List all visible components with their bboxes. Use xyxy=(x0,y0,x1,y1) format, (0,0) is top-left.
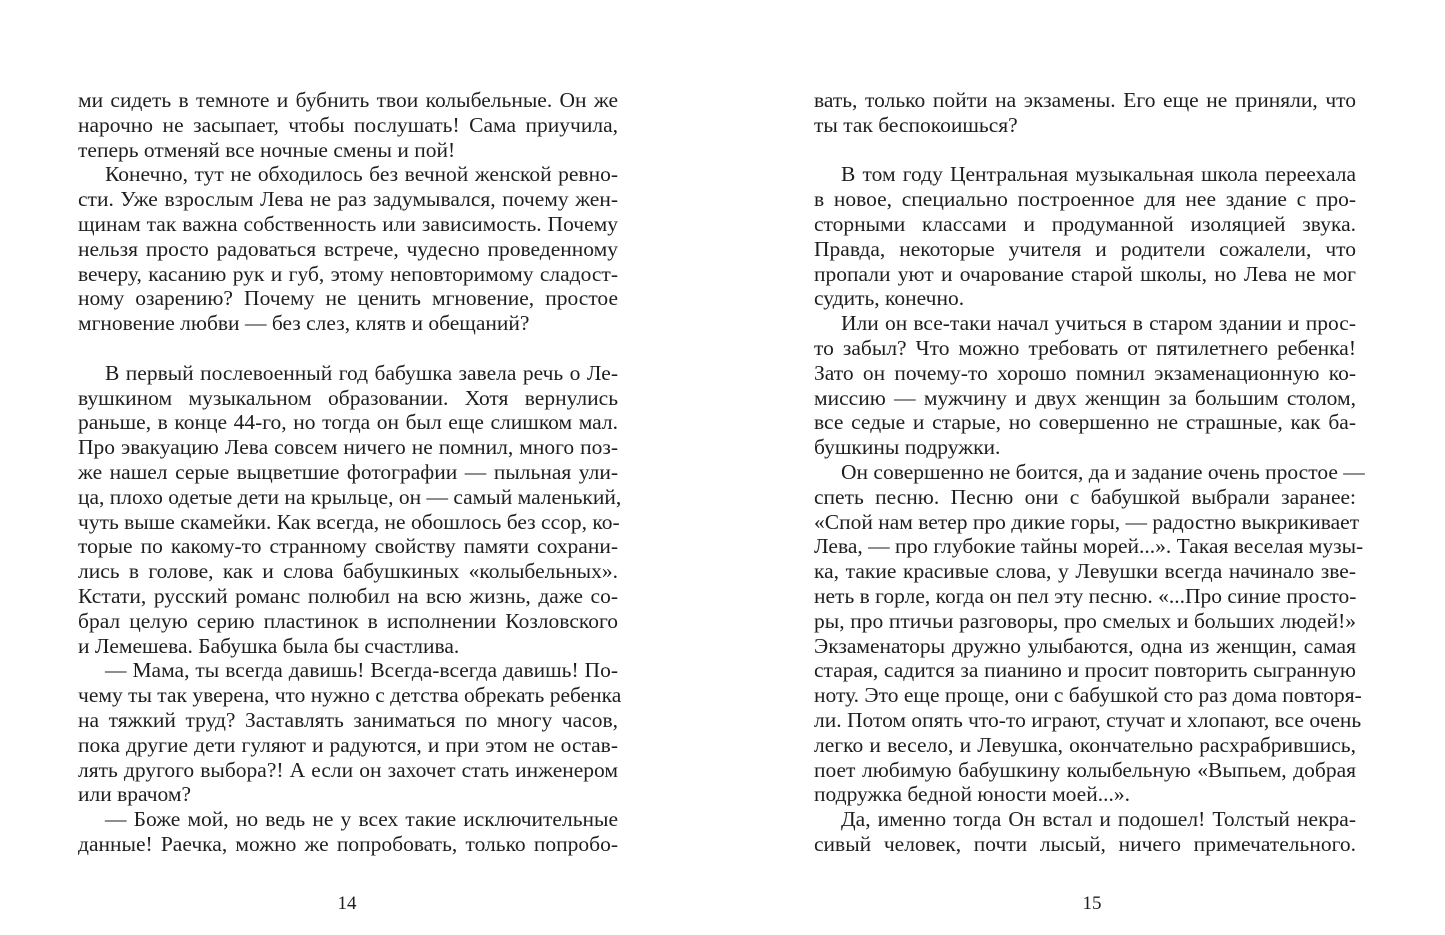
text-line: Правда, некоторые учителя и родители сожалели, что xyxy=(814,236,1356,261)
left-page xyxy=(0,0,722,935)
text-line: нарочно не засыпает, чтобы послушать! Сама приучила, xyxy=(78,112,618,137)
text-line: лись в голове, как и слова бабушкиных «колыбельных». xyxy=(78,559,618,584)
text-line: сти. Уже взрослым Лева не раз задумывался, почему жен- xyxy=(78,187,618,212)
paragraph-break xyxy=(814,138,1356,163)
text-line: данные! Раечка, можно же попробовать, только попробо- xyxy=(78,831,618,856)
text-line: ному озарению? Почему не ценить мгновение, простое xyxy=(78,286,618,311)
text-line: старая, садится за пианино и просит повторить сыгранную xyxy=(814,658,1356,683)
text-line: подружка бедной юности моей...». xyxy=(814,782,1130,807)
text-line: и Лемешева. Бабушка была бы счастлива. xyxy=(78,633,460,658)
right-page-text xyxy=(814,88,1365,857)
text-line: Или он все-таки начал учиться в старом здании и прос- xyxy=(841,311,1356,336)
text-line: ноту. Это еще проще, они с бабушкой сто раз дома повторя- xyxy=(814,683,1362,708)
text-line: все седые и старые, но совершенно не страшные, как ба- xyxy=(814,410,1356,435)
text-line: Лева, — про глубокие тайны морей...». Такая веселая музы- xyxy=(814,534,1364,559)
text-line: ры, про птичьи разговоры, про смелых и больших людей!» xyxy=(814,608,1356,633)
text-line: то забыл? Что можно требовать от пятилетнего ребенка! xyxy=(814,335,1356,360)
text-line: на тяжкий труд? Заставлять заниматься по многу часов, xyxy=(78,707,618,732)
text-line: нельзя просто радоваться встрече, чудесно проведенному xyxy=(78,236,618,261)
text-line: Экзаменаторы дружно улыбаются, одна из женщин, самая xyxy=(814,633,1356,658)
text-line: щинам так важна собственность или зависимость. Почему xyxy=(78,211,618,236)
text-line: сторными классами и продуманной изоляцией звука. xyxy=(814,211,1356,236)
text-line: миссию — мужчину и двух женщин за большим столом, xyxy=(814,385,1356,410)
text-line: теперь отменяй все ночные смены и пой! xyxy=(78,137,456,162)
paragraph-break xyxy=(78,336,618,361)
text-line: вушкином музыкальном образовании. Хотя вернулись xyxy=(78,385,618,410)
text-line: сивый человек, почти лысый, ничего примечательного. xyxy=(814,831,1356,856)
text-line: торые по какому-то странному свойству памяти сохрани- xyxy=(78,534,618,559)
text-line: чуть выше скамейки. Как всегда, не обошлось без ссор, ко- xyxy=(78,509,620,534)
text-line: В том году Центральная музыкальная школа переехала xyxy=(841,162,1356,187)
text-line: ца, плохо одетые дети на крыльце, он — самый маленький, xyxy=(78,484,622,509)
right-page-number: 15 xyxy=(1082,893,1102,914)
text-line: пока другие дети гуляют и радуются, и при этом не остав- xyxy=(78,732,618,757)
text-line: спеть песню. Песню они с бабушкой выбрали заранее: xyxy=(814,484,1356,509)
text-line: — Боже мой, но ведь не у всех такие исключительные xyxy=(105,807,618,832)
text-line: в новое, специально построенное для нее здание с про- xyxy=(814,187,1356,212)
text-line: ты так беспокоишься? xyxy=(814,112,1018,137)
text-line: Да, именно тогда Он встал и подошел! Толстый некра- xyxy=(841,807,1356,832)
text-line: Зато он почему-то хорошо помнил экзаменационную ко- xyxy=(814,360,1356,385)
text-line: поет любимую бабушкину колыбельную «Выпьем, добрая xyxy=(814,757,1356,782)
text-line: ка, такие красивые слова, у Левушки всегда начинало зве- xyxy=(814,559,1356,584)
text-line: или врачом? xyxy=(78,782,192,807)
text-line: Он совершенно не боится, да и задание очень простое — xyxy=(841,459,1365,484)
text-line: ли. Потом опять что-то играют, стучат и хлопают, все очень xyxy=(814,707,1362,732)
text-line: — Мама, ты всегда давишь! Всегда-всегда давишь! По- xyxy=(105,658,618,683)
text-line: брал целую серию пластинок в исполнении Козловского xyxy=(78,608,618,633)
text-line: пропали уют и очарование старой школы, но Лева не мог xyxy=(814,261,1356,286)
text-line: Кстати, русский романс полюбил на всю жизнь, даже со- xyxy=(78,583,618,608)
text-line: легко и весело, и Левушка, окончательно расхрабрившись, xyxy=(814,732,1356,757)
text-line: судить, конечно. xyxy=(814,286,965,311)
text-line: Про эвакуацию Лева совсем ничего не помнил, много поз- xyxy=(78,435,618,460)
text-line: бушкины подружки. xyxy=(814,435,1001,460)
text-line: В первый послевоенный год бабушка завела речь о Ле- xyxy=(105,360,618,385)
text-line: Конечно, тут не обходилось без вечной женской ревно- xyxy=(105,162,618,187)
text-line: ми сидеть в темноте и бубнить твои колыбельные. Он же xyxy=(78,88,618,112)
left-page-text xyxy=(78,88,622,857)
text-line: же нашел серые выцветшие фотографии — пыльная ули- xyxy=(78,459,618,484)
text-line: мгновение любви — без слез, клятв и обещаний? xyxy=(78,311,530,336)
text-line: раньше, в конце 44-го, но тогда он был еще слишком мал. xyxy=(78,410,618,435)
text-line: вать, только пойти на экзамены. Его еще не приняли, что xyxy=(814,88,1356,112)
text-line: «Спой нам ветер про дикие горы, — радостно выкрикивает xyxy=(814,509,1360,534)
text-line: неть в горле, когда он пел эту песню. «...Про синие просто- xyxy=(814,583,1357,608)
text-line: вечеру, касанию рук и губ, этому неповторимому сладост- xyxy=(78,261,618,286)
text-line: лять другого выбора?! А если он захочет стать инженером xyxy=(78,757,618,782)
text-line: чему ты так уверена, что нужно с детства обрекать ребенка xyxy=(78,683,622,708)
right-page xyxy=(722,0,1445,935)
left-page-number: 14 xyxy=(337,893,357,914)
